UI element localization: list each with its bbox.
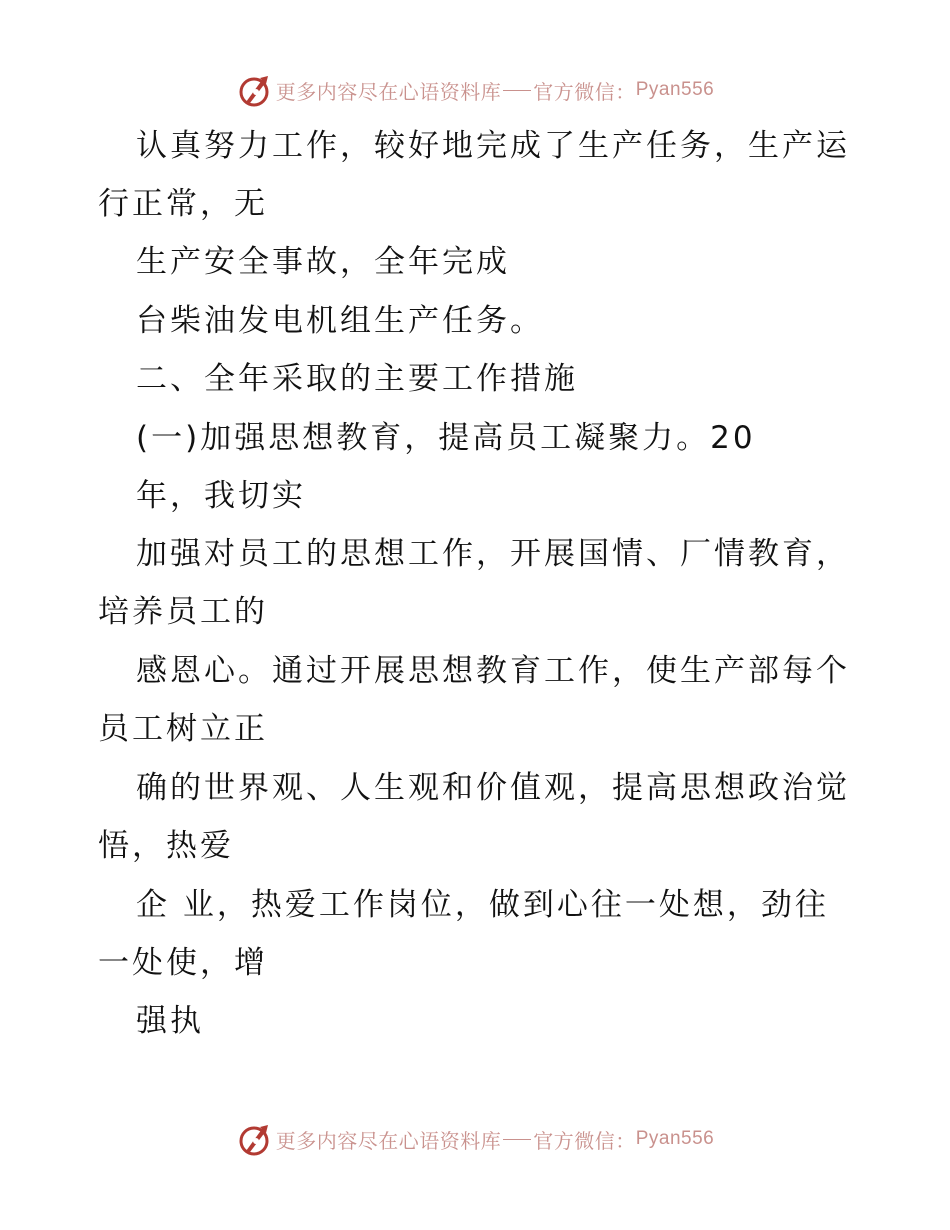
header-separator: [503, 90, 531, 91]
header-wechat-id: Pyan556: [635, 79, 715, 100]
body-line: 台柴油发电机组生产任务。: [136, 303, 544, 339]
header-site-text: 更多内容尽在心语资料库: [275, 79, 502, 104]
footer-banner: [0, 1119, 950, 1159]
body-line: 二、全年采取的主要工作措施: [136, 361, 578, 397]
footer-separator: [503, 1139, 531, 1140]
footer-wechat-id: Pyan556: [635, 1128, 715, 1149]
header-banner: [0, 70, 950, 110]
body-line: 感恩心。通过开展思想教育工作，使生产部每个: [136, 653, 850, 689]
body-line: 加强对员工的思想工作，开展国情、厂情教育，: [136, 536, 850, 572]
header-wechat-label: 官方微信：: [533, 79, 636, 104]
body-line: 认真努力工作，较好地完成了生产任务，生产运: [136, 128, 850, 164]
body-line: 一处使，增: [98, 945, 268, 981]
footer-site-text: 更多内容尽在心语资料库: [275, 1128, 502, 1153]
body-line: (一)加强思想教育，提高员工凝聚力。20: [136, 420, 756, 456]
body-line: 年，我切实: [136, 478, 306, 514]
quill-pen-icon: [236, 1121, 272, 1157]
body-line: 强执: [136, 1003, 204, 1039]
quill-pen-icon: [236, 72, 272, 108]
body-line: 悟，热爱: [98, 828, 234, 864]
body-line: 行正常，无: [98, 186, 268, 222]
footer-wechat-label: 官方微信：: [533, 1128, 636, 1153]
body-line: 员工树立正: [98, 711, 268, 747]
body-line: 生产安全事故，全年完成: [136, 244, 510, 280]
body-line: 培养员工的: [98, 594, 268, 630]
body-line: 企 业，热爱工作岗位，做到心往一处想，劲往: [136, 887, 829, 923]
body-line: 确的世界观、人生观和价值观，提高思想政治觉: [136, 770, 850, 806]
